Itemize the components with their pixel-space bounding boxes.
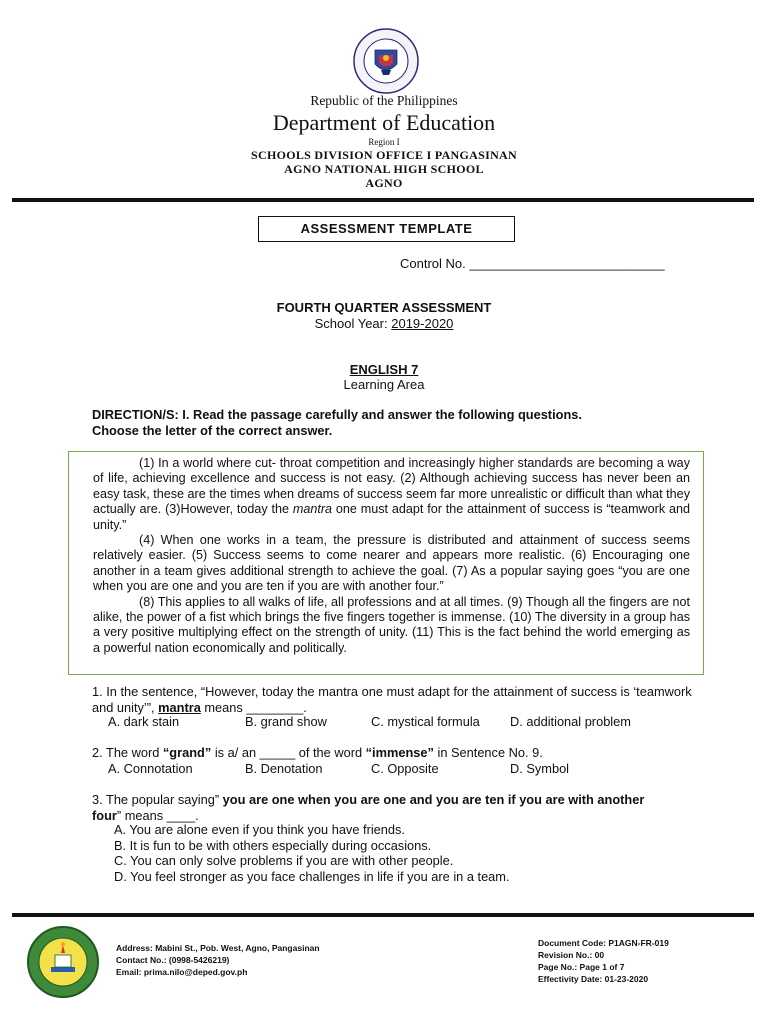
school-year: [0, 316, 768, 331]
direction-line-2: Choose the letter of the correct answer.: [92, 423, 333, 438]
question-1: 1. In the sentence, “However, today the mantra one must adapt for the attainment of success is ‘teamwork and unity’”, mantra means ________.: [92, 684, 692, 715]
footer-contact: [116, 942, 320, 978]
document-code: Document Code: P1AGN-FR-019: [538, 938, 669, 948]
assessment-template-title: ASSESSMENT TEMPLATE: [258, 216, 515, 242]
region-line: Region I: [368, 137, 400, 147]
q1-option-c[interactable]: C. mystical formula: [371, 714, 480, 729]
q3-option-a[interactable]: A. You are alone even if you think you have friends.: [114, 822, 405, 837]
q1-keyword: mantra: [158, 699, 201, 715]
learning-area-label: Learning Area: [343, 377, 425, 392]
direction-line-1: DIRECTION/S: I. Read the passage carefully and answer the following questions.: [92, 407, 582, 422]
school-line: AGNO NATIONAL HIGH SCHOOL: [284, 162, 484, 176]
department-title: Department of Education: [272, 110, 496, 135]
footer-phone: Contact No.: (0998-5426219): [116, 955, 230, 965]
footer-address: Address: Mabini St., Pob. West, Agno, Pangasinan: [116, 943, 320, 953]
effectivity-date: Effectivity Date: 01-23-2020: [538, 974, 649, 984]
assessment-heading: FOURTH QUARTER ASSESSMENT: [276, 300, 492, 315]
question-3: 3. The popular saying” you are one when you are one and you are ten if you are with another four” means ____.: [92, 792, 645, 823]
question-2: 2. The word “grand” is a/ an _____ of the word “immense” in Sentence No. 9.: [92, 745, 543, 760]
division-line: SCHOOLS DIVISION OFFICE I PANGASINAN: [251, 148, 517, 162]
q1-option-d[interactable]: D. additional problem: [510, 714, 631, 729]
q3-option-d[interactable]: D. You feel stronger as you face challenges in life if you are in a team.: [114, 869, 510, 884]
q2-option-a[interactable]: A. Connotation: [108, 761, 193, 776]
town-line: AGNO: [365, 176, 403, 190]
passage-paragraph-3: (8) This applies to all walks of life, all professions and at all times. (9) Though all the fingers are not alike, the power of a fist which brings the five fingers together is immense. (10) The diversity in a group has a very positive multiplying effect on the strength of unity. (11) This is the fact behind the world emerging as a powerful nation economically and politically.: [93, 594, 690, 655]
footer-email: Email: prima.nilo@deped.gov.ph: [116, 967, 248, 977]
q3-option-b[interactable]: B. It is fun to be with others especially during occasions.: [114, 838, 432, 853]
school-year-value: 2019-2020: [391, 316, 454, 331]
q2-option-d[interactable]: D. Symbol: [510, 761, 570, 776]
reading-passage: [68, 451, 704, 675]
header-divider: [12, 198, 754, 202]
subject-title: ENGLISH 7: [349, 362, 419, 377]
control-number: [400, 256, 665, 271]
page-number: Page No.: Page 1 of 7: [538, 962, 625, 972]
footer-document-info: [538, 937, 669, 985]
revision-number: Revision No.: 00: [538, 950, 605, 960]
school-logo: [26, 925, 100, 999]
control-blank: ___________________________: [469, 256, 665, 271]
deped-seal: [353, 28, 419, 94]
school-year-label: School Year:: [314, 316, 388, 331]
footer-divider: [12, 913, 754, 917]
passage-paragraph-1: (1) In a world where cut- throat competition and increasingly higher standards are becoming a way of life, achieving excellence and success is not easy. (2) Although achieving success has never been an easy task, these are the times when dreams of success seem far more unrealistic or difficult than what they actually are. (3)However, today the mantra one must adapt for the attainment of success is “teamwork and unity.”: [93, 456, 691, 532]
q2-option-c[interactable]: C. Opposite: [371, 761, 439, 776]
q2-option-b[interactable]: B. Denotation: [245, 761, 323, 776]
republic-line: Republic of the Philippines: [310, 93, 458, 108]
q3-option-c[interactable]: C. You can only solve problems if you are with other people.: [114, 853, 454, 868]
q1-option-b[interactable]: B. grand show: [245, 714, 327, 729]
control-label: Control No.: [400, 256, 466, 271]
q1-option-a[interactable]: A. dark stain: [108, 714, 180, 729]
passage-paragraph-2: (4) When one works in a team, the pressure is distributed and attainment of success seems relatively easier. (5) Success seems to come nearer and appears more realistic. (6) Encouraging one another in a team gives additional strength to achieve the goal. (7) As a popular saying goes “you are one when you are one and you are ten if you are with another four.”: [93, 533, 690, 594]
